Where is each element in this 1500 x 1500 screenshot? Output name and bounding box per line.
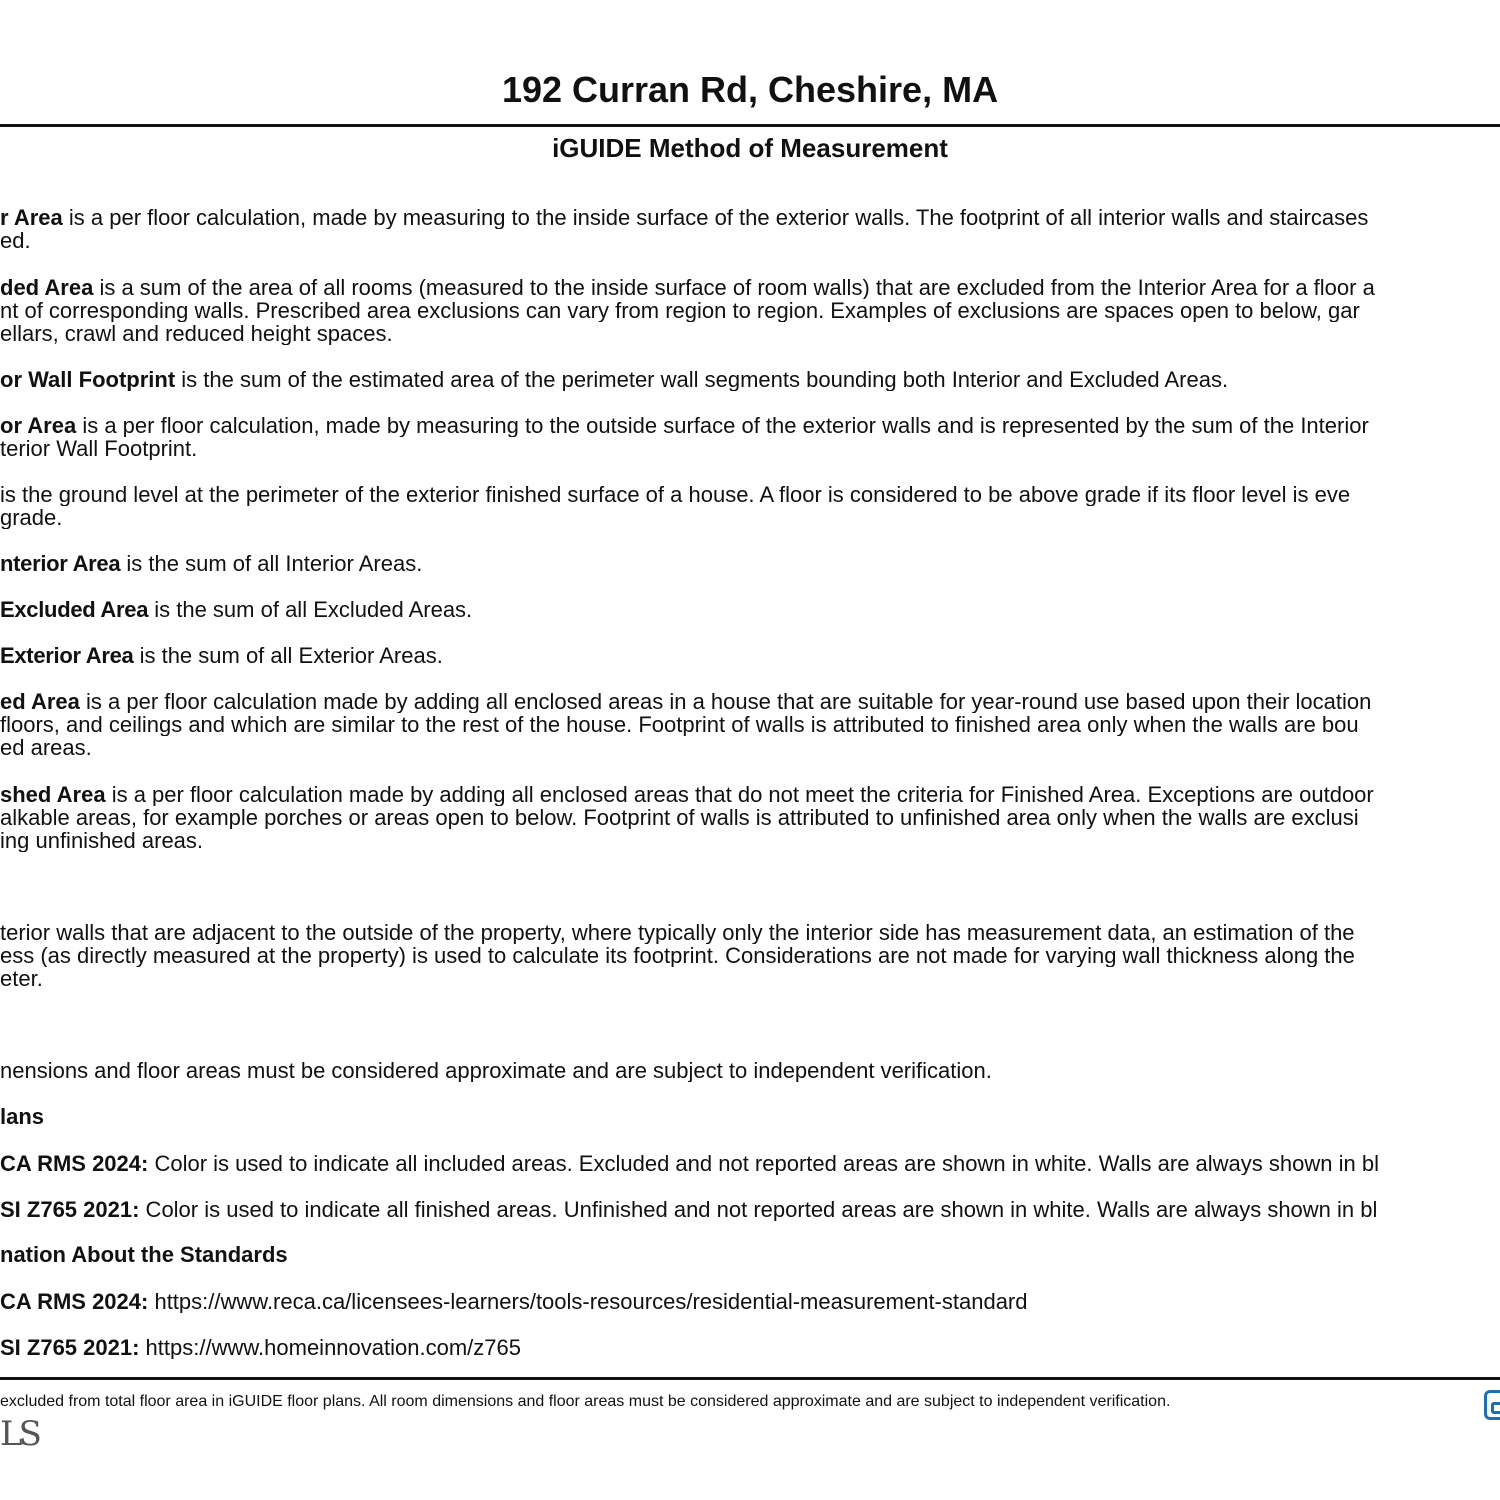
definition-text: floors, and ceilings and which are similar to the rest of the house. Footprint of walls is attributed to finished area only when the walls are bou xyxy=(0,713,1359,736)
definition-total-excluded-area xyxy=(0,598,1500,621)
floor-plans-item xyxy=(0,1198,1500,1221)
definition-term: ded Area xyxy=(0,276,94,299)
definition-exterior-area xyxy=(0,414,1500,460)
page-subtitle: iGUIDE Method of Measurement xyxy=(552,133,948,163)
definition-text: ed areas. xyxy=(0,736,92,759)
definition-text: is the sum of all Excluded Areas. xyxy=(148,598,473,621)
definition-excluded-area xyxy=(0,276,1500,345)
standards-info-heading: nation About the Standards xyxy=(0,1242,288,1267)
standard-label: CA RMS 2024: xyxy=(0,1290,149,1313)
definition-wall-footprint xyxy=(0,368,1500,391)
standard-label: CA RMS 2024: xyxy=(0,1152,149,1175)
floor-plans-heading: lans xyxy=(0,1104,45,1129)
definition-text: alkable areas, for example porches or areas open to below. Footprint of walls is attributed to unfinished area only when the walls are exclusi xyxy=(0,806,1359,829)
definition-text: is a per floor calculation made by adding all enclosed areas in a house that are suitable for year-round use based upon their location xyxy=(79,690,1372,713)
definition-term: ed Area xyxy=(0,690,80,713)
standard-label: SI Z765 2021: xyxy=(0,1198,140,1221)
definition-term: nterior Area xyxy=(0,552,121,575)
walls-text: ess (as directly measured at the property) is used to calculate its footprint. Considerations are not made for varying wall thickness along the xyxy=(0,944,1355,967)
definition-text: nt of corresponding walls. Prescribed area exclusions can vary from region to region. Examples of exclusions are spaces open to below, gar xyxy=(0,299,1360,322)
standard-text: Color is used to indicate all included areas. Excluded and not reported areas are shown in white. Walls are always shown in bl xyxy=(148,1152,1379,1175)
definition-term: shed Area xyxy=(0,783,106,806)
footer-note: excluded from total floor area in iGUIDE floor plans. All room dimensions and floor areas must be considered approximate and are subject to independent verification. xyxy=(0,1393,1171,1410)
definition-interior-area xyxy=(0,206,1500,252)
standards-link-item xyxy=(0,1336,1500,1359)
logo-mark: LS xyxy=(0,1414,38,1454)
definition-term: or Wall Footprint xyxy=(0,368,176,391)
definition-total-interior-area xyxy=(0,552,1500,575)
definition-term: or Area xyxy=(0,414,77,437)
walls-paragraph xyxy=(0,921,1500,990)
definition-text: ellars, crawl and reduced height spaces. xyxy=(0,322,393,345)
standard-label: SI Z765 2021: xyxy=(0,1336,140,1359)
floor-plans-item xyxy=(0,1152,1500,1175)
definition-term: r Area xyxy=(0,206,63,229)
definition-finished-area xyxy=(0,690,1500,759)
standard-link[interactable]: https://www.reca.ca/licensees-learners/tools-resources/residential-measurement-standard xyxy=(148,1290,1028,1313)
definition-text: is the sum of all Interior Areas. xyxy=(120,552,423,575)
definition-text: is a sum of the area of all rooms (measured to the inside surface of room walls) that are excluded from the Interior Area for a floor a xyxy=(93,276,1375,299)
definition-term: Excluded Area xyxy=(0,598,149,621)
page-title: 192 Curran Rd, Cheshire, MA xyxy=(501,69,999,110)
definition-term: Exterior Area xyxy=(0,644,134,667)
definition-text: grade. xyxy=(0,506,63,529)
definition-text: is the ground level at the perimeter of the exterior finished surface of a house. A floor is considered to be above grade if its floor level is eve xyxy=(0,483,1351,506)
title-divider xyxy=(0,124,1500,127)
definition-text: is a per floor calculation, made by measuring to the inside surface of the exterior walls. The footprint of all interior walls and staircases xyxy=(62,206,1369,229)
definition-text: is a per floor calculation made by adding all enclosed areas that do not meet the criteria for Finished Area. Exceptions are outdoor xyxy=(105,783,1374,806)
definition-grade xyxy=(0,483,1500,529)
disclaimer-text: nensions and floor areas must be considered approximate and are subject to independent verification. xyxy=(0,1059,992,1082)
definition-text: is the sum of the estimated area of the perimeter wall segments bounding both Interior and Excluded Areas. xyxy=(175,368,1229,391)
disclaimer-paragraph xyxy=(0,1059,1500,1082)
definition-total-exterior-area xyxy=(0,644,1500,667)
definition-text: is a per floor calculation, made by measuring to the outside surface of the exterior walls and is represented by the sum of the Interior xyxy=(76,414,1369,437)
definition-text: terior Wall Footprint. xyxy=(0,437,198,460)
definition-text: is the sum of all Exterior Areas. xyxy=(133,644,443,667)
standard-text: Color is used to indicate all finished areas. Unfinished and not reported areas are shown in white. Walls are always shown in bl xyxy=(139,1198,1378,1221)
definition-text: ed. xyxy=(0,229,31,252)
definition-unfinished-area xyxy=(0,783,1500,852)
standards-link-item xyxy=(0,1290,1500,1313)
footer-divider xyxy=(0,1377,1500,1380)
standard-link[interactable]: https://www.homeinnovation.com/z765 xyxy=(139,1336,521,1359)
walls-text: terior walls that are adjacent to the outside of the property, where typically only the interior side has measurement data, an estimation of the xyxy=(0,921,1355,944)
iguide-logo-icon xyxy=(1484,1390,1500,1420)
definition-text: ing unfinished areas. xyxy=(0,829,204,852)
walls-text: eter. xyxy=(0,967,43,990)
